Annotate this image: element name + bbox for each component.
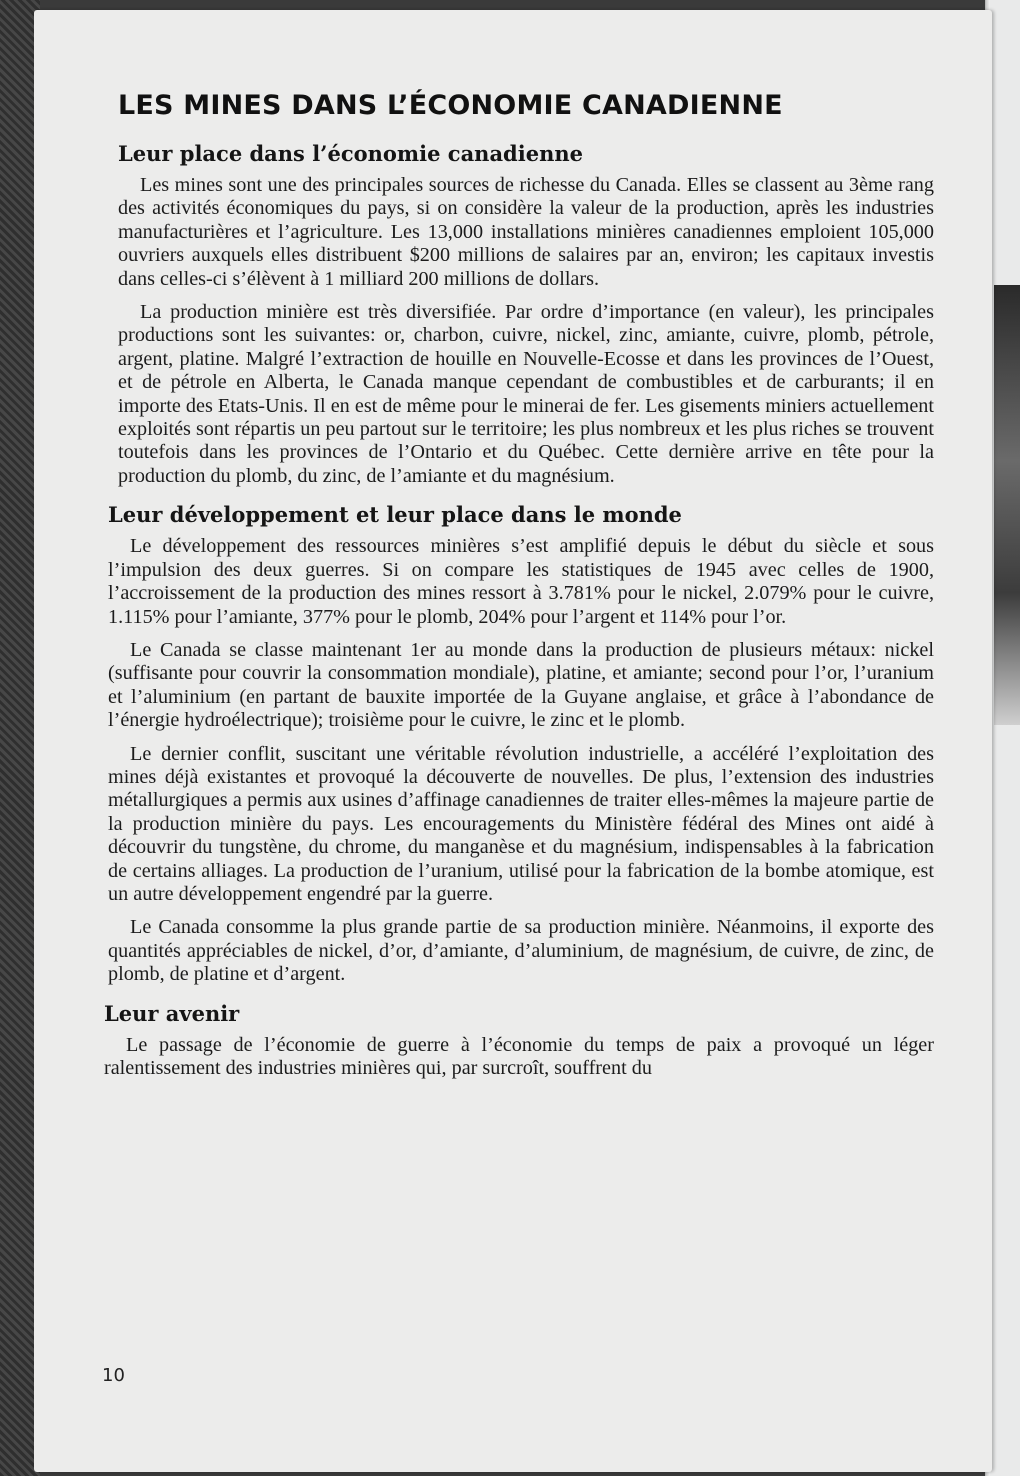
page-content [104, 90, 934, 1090]
paragraph: Le passage de l’économie de guerre à l’économie du temps de paix a provoqué un léger ralentissement des industries minières qui, par surcroît, souffrent du [104, 1033, 934, 1079]
section-heading: Leur développement et leur place dans le monde [108, 502, 682, 528]
document-page [34, 10, 992, 1472]
paragraph: Les mines sont une des principales sources de richesse du Canada. Elles se classent au 3ème rang des activités économiques du pays, si on considère la valeur de la production, après les industries manufacturières et l’agriculture. Les 13,000 installations minières canadiennes emploient 105,000 ouvriers auxquels elles distribuent $200 millions de salaires par an, environ; les capitaux investis dans celles-ci s’élèvent à 1 milliard 200 millions de dollars. [118, 174, 934, 290]
paragraph: Le Canada se classe maintenant 1er au monde dans la production de plusieurs métaux: nickel (suffisante pour couvrir la consommation mondiale), platine, et amiante; second pour l’or, l’uranium et l’aluminium (en partant de bauxite importée de la Guyane anglaise, et grâce à l’abondance de l’énergie hydroélectrique); troisième pour le cuivre, le zinc et le plomb. [108, 638, 934, 732]
paragraph: Le Canada consomme la plus grande partie de sa production minière. Néanmoins, il exporte des quantités appréciables de nickel, d’or, d’amiante, d’aluminium, de magnésium, de cuivre, de zinc, de plomb, de platine et d’argent. [108, 916, 934, 986]
section-heading: Leur avenir [104, 1000, 240, 1026]
page-number: 10 [102, 1365, 125, 1386]
section-heading: Leur place dans l’économie canadienne [118, 141, 583, 166]
adjacent-page-photo [994, 285, 1020, 725]
paragraph: Le dernier conflit, suscitant une véritable révolution industrielle, a accéléré l’exploitation des mines déjà existantes et provoqué la découverte de nouvelles. De plus, l’extension des industries métallurgiques a permis aux usines d’affinage canadiennes de traiter elles-mêmes la majeure partie de la production minière du pays. Les encouragements du Ministère fédéral des Mines ont aidé à découvrir du tungstène, du chrome, du manganèse et du magnésium, indispensables à la fabrication de certains alliages. La production de l’uranium, utilisé pour la fabrication de la bombe atomique, est un autre développement engendré par la guerre. [108, 742, 934, 905]
page-title: LES MINES DANS L’ÉCONOMIE CANADIENNE [118, 90, 783, 121]
paragraph: Le développement des ressources minières s’est amplifié depuis le début du siècle et sous l’impulsion des deux guerres. Si on compare les statistiques de 1945 avec celles de 1900, l’accroissement de la production des mines ressort à 3.781% pour le nickel, 2.079% pour le cuivre, 1.115% pour l’amiante, 377% pour le plomb, 204% pour l’argent et 114% pour l’or. [108, 535, 934, 628]
paragraph: La production minière est très diversifiée. Par ordre d’importance (en valeur), les principales productions sont les suivantes: or, charbon, cuivre, nickel, zinc, amiante, cuivre, plomb, pétrole, argent, platine. Malgré l’extraction de houille en Nouvelle-Ecosse et dans les provinces de l’Ouest, et de pétrole en Alberta, le Canada manque cependant de combustibles et de carburants; il en importe des Etats-Unis. Il en est de même pour le minerai de fer. Les gisements miniers actuellement exploités sont répartis un peu partout sur le territoire; les plus nombreux et les plus riches se trouvent toutefois dans les provinces de l’Ontario et du Québec. Cette dernière arrive en tête pour la production du plomb, du zinc, de l’amiante et du magnésium. [118, 301, 934, 487]
